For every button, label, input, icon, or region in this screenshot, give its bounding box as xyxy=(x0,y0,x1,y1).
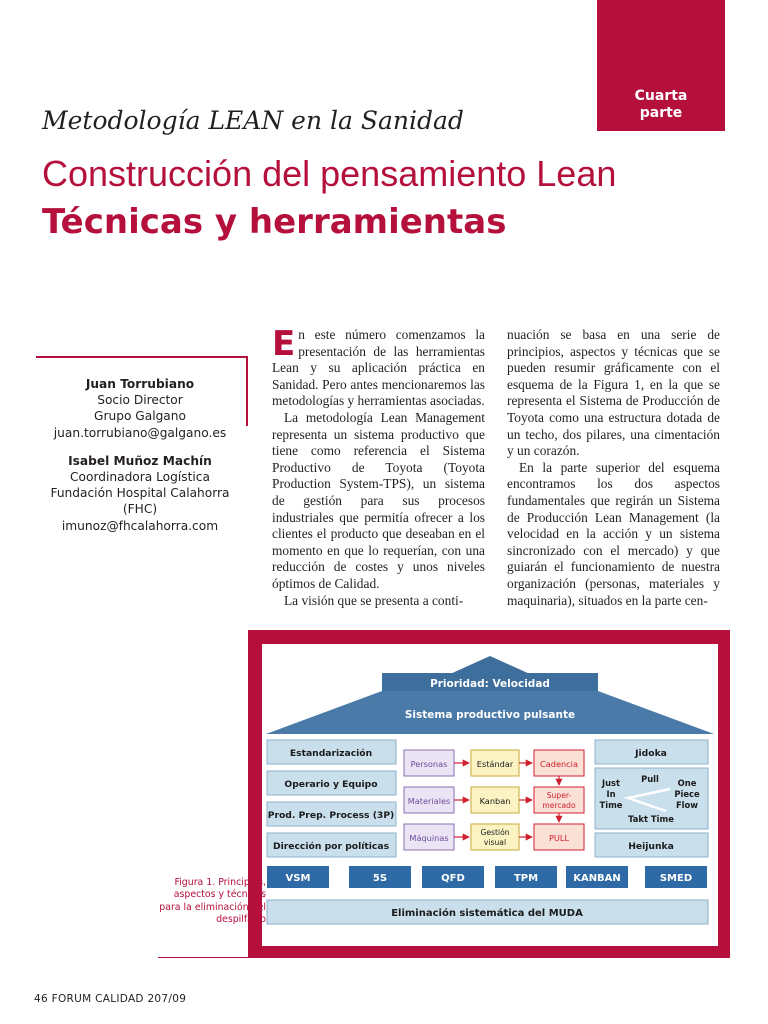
middle-item-line1: Gestión xyxy=(480,828,510,837)
tool-label: KANBAN xyxy=(573,873,621,884)
author-email[interactable]: imunoz@fhcalahorra.com xyxy=(61,518,219,533)
section-tag-line1: Cuarta xyxy=(634,88,688,104)
takt-label: Takt Time xyxy=(628,814,674,824)
pull-label: Pull xyxy=(641,774,659,784)
pillar-item: Dirección por políticas xyxy=(272,841,390,852)
foundation-label: Eliminación sistemática del MUDA xyxy=(391,908,583,919)
pillar-item: Prod. Prep. Process (3P) xyxy=(267,810,395,821)
right-pillar xyxy=(595,740,708,857)
paragraph: n este número comenzamos la presentación de las herramientas Lean y su aplicación práctica en Sanidad. Pero antes mencionaremos las metodologías y herramientas asociadas. xyxy=(272,327,485,409)
figure-frame xyxy=(248,630,730,958)
body-column-1 xyxy=(272,324,485,609)
authors-block xyxy=(40,376,240,534)
paragraph: La visión que se presenta a conti- xyxy=(284,592,464,608)
middle-item-line2: visual xyxy=(483,838,507,847)
tool-label: SMED xyxy=(659,873,693,884)
author-name: Juan Torrubiano xyxy=(85,377,195,391)
caption-rule xyxy=(158,957,266,958)
flow-item-line2: mercado xyxy=(542,801,576,810)
figure-1 xyxy=(262,644,718,946)
svg-text:Flow: Flow xyxy=(675,800,699,810)
resources-column xyxy=(404,750,454,850)
section-tag xyxy=(597,0,725,131)
author-role: Socio Director xyxy=(97,393,183,408)
subheadline: Técnicas y herramientas xyxy=(42,202,507,242)
author-org: Grupo Galgano xyxy=(94,409,186,424)
svg-text:In: In xyxy=(606,789,616,799)
left-pillar xyxy=(267,740,396,857)
tool-label: VSM xyxy=(285,873,311,884)
svg-text:Piece: Piece xyxy=(674,789,700,799)
flow-item: Cadencia xyxy=(540,759,578,769)
paragraph: nuación se basa en una serie de principios, aspectos y técnicas que se pueden resumir gráficamente con el esquema de la Figura 1, en la que se representa el Sistema de Producción de Toyota como una estructura dotada de un techo, dos pilares, una cimentación y un corazón. xyxy=(507,327,720,459)
author-role: Coordinadora Logística xyxy=(70,470,210,485)
paragraph: En la parte superior del esquema encontramos los dos aspectos fundamentales que regirán un Sistema de Producción Lean Management (la velocidad en la acción y un sistema sincronizado con el mercado) y que guiarán el funcionamiento de nuestra organización (personas, materiales y maquinaria), situados en la parte cen- xyxy=(507,459,720,608)
resource-item: Personas xyxy=(410,759,448,769)
flow-column xyxy=(534,750,584,850)
svg-text:One: One xyxy=(677,778,697,788)
figure-caption: Figura 1. Principios, aspectos y técnicas para la eliminación del despilfarro xyxy=(159,877,266,926)
middle-item: Kanban xyxy=(479,796,511,806)
resource-item: Materiales xyxy=(407,796,451,806)
flow-item-line1: Super- xyxy=(546,791,572,800)
middle-column xyxy=(471,750,519,850)
section-tag-line2: parte xyxy=(639,105,683,121)
author-org: Fundación Hospital Calahorra xyxy=(50,486,230,501)
roof-priority-label: Prioridad: Velocidad xyxy=(430,678,550,690)
author-name: Isabel Muñoz Machín xyxy=(68,453,212,468)
paragraph: La metodología Lean Management representa un sistema productivo que tiene como referencia el Sistema Productivo de Toyota (Toyota Production System-TPS), un sistema de gestión para sus procesos industriales que permitía ofrecer a los clientes el producto que deseaban en el momento en que lo requerían, con una reducción de costes y unos niveles óptimos de Calidad. xyxy=(272,409,485,591)
tool-label: TPM xyxy=(513,873,539,884)
author-org-abbrev: (FHC) xyxy=(122,502,158,517)
flow-item: PULL xyxy=(548,833,570,843)
headline: Construcción del pensamiento Lean xyxy=(42,153,617,194)
pillar-item: Operario y Equipo xyxy=(284,779,378,790)
body-column-2 xyxy=(507,327,720,609)
resource-item: Máquinas xyxy=(409,833,449,843)
author-email[interactable]: juan.torrubiano@galgano.es xyxy=(53,425,227,440)
jidoka-label: Jidoka xyxy=(635,748,667,759)
series-title: Metodología LEAN en la Sanidad xyxy=(42,106,464,135)
middle-item: Estándar xyxy=(476,759,514,769)
svg-text:Time: Time xyxy=(599,800,623,810)
roof-system-label: Sistema productivo pulsante xyxy=(404,709,576,721)
tool-label: QFD xyxy=(441,873,465,884)
lean-house-diagram xyxy=(262,644,718,946)
heijunka-label: Heijunka xyxy=(628,841,674,852)
authors-rule-vertical xyxy=(246,356,248,426)
svg-text:Just: Just xyxy=(601,778,621,788)
authors-rule xyxy=(36,356,248,358)
page-folio: 46 FORUM CALIDAD 207/09 xyxy=(34,993,187,1005)
drop-cap: E xyxy=(272,324,296,364)
tool-label: 5S xyxy=(372,873,388,884)
tools-row xyxy=(267,866,707,888)
pillar-item: Estandarización xyxy=(289,748,373,759)
